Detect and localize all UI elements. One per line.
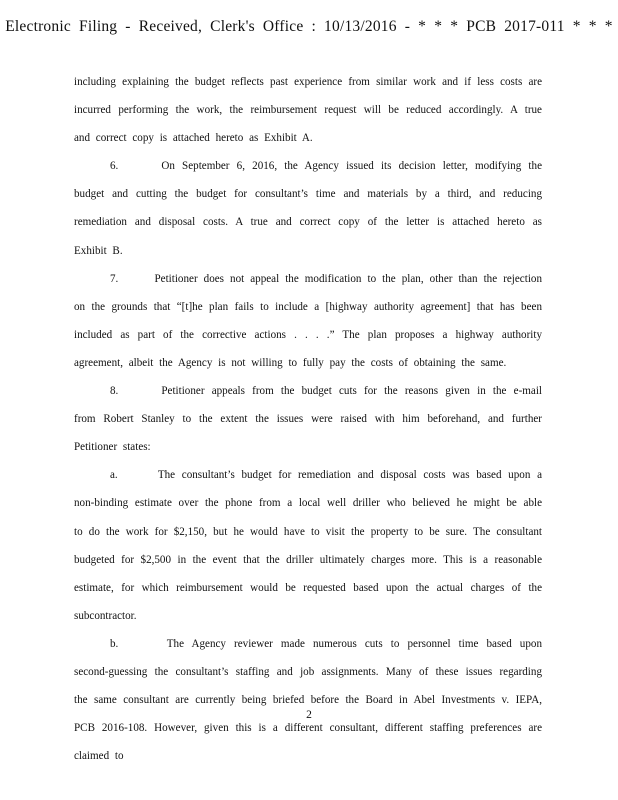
paragraph-6: 6. On September 6, 2016, the Agency issued its decision letter, modifying the budget and cutting the budget for consultant’s time and materials by a third, and reducing remediation and disposal costs. A true and correct copy of the letter is attached hereto as Exhibit B. bbox=[74, 160, 542, 257]
paragraph-8: 8. Petitioner appeals from the budget cuts for the reasons given in the e-mail from Robert Stanley to the extent the issues were raised with him beforehand, and further Petitioner states: bbox=[74, 385, 542, 454]
document-body bbox=[74, 68, 542, 770]
page-number: 2 bbox=[306, 709, 312, 721]
paragraph-8a: a. The consultant’s budget for remediation and disposal costs was based upon a non-binding estimate over the phone from a local well driller who believed he might be able to do the work for $2,150, but he would have to visit the property to be sure. The consultant budgeted for $2,500 in the event that the driller ultimately charges more. This is a reasonable estimate, for which reimbursement would be requested based upon the actual charges of the subcontractor. bbox=[74, 469, 542, 622]
filing-stamp-header: Electronic Filing - Received, Clerk's Office : 10/13/2016 - * * * PCB 2017-011 * * * bbox=[5, 18, 613, 35]
paragraph-7: 7. Petitioner does not appeal the modification to the plan, other than the rejection on the grounds that “[t]he plan fails to include a [highway authority agreement] that has been included as part of the corrective actions . . . .” The plan proposes a highway authority agreement, albeit the Agency is not willing to fully pay the costs of obtaining the same. bbox=[74, 272, 542, 369]
paragraph-8b: b. The Agency reviewer made numerous cuts to personnel time based upon second-guessing the consultant’s staffing and job assignments. Many of these issues regarding the same consultant are currently being briefed before the Board in Abel Investments v. IEPA, PCB 2016-108. However, given this is a different consultant, different staffing preferences are claimed to bbox=[74, 637, 542, 763]
paragraph-continuation: including explaining the budget reflects past experience from similar work and if less costs are incurred performing the work, the reimbursement request will be reduced accordingly. A true and correct copy is attached hereto as Exhibit A. bbox=[74, 76, 542, 145]
